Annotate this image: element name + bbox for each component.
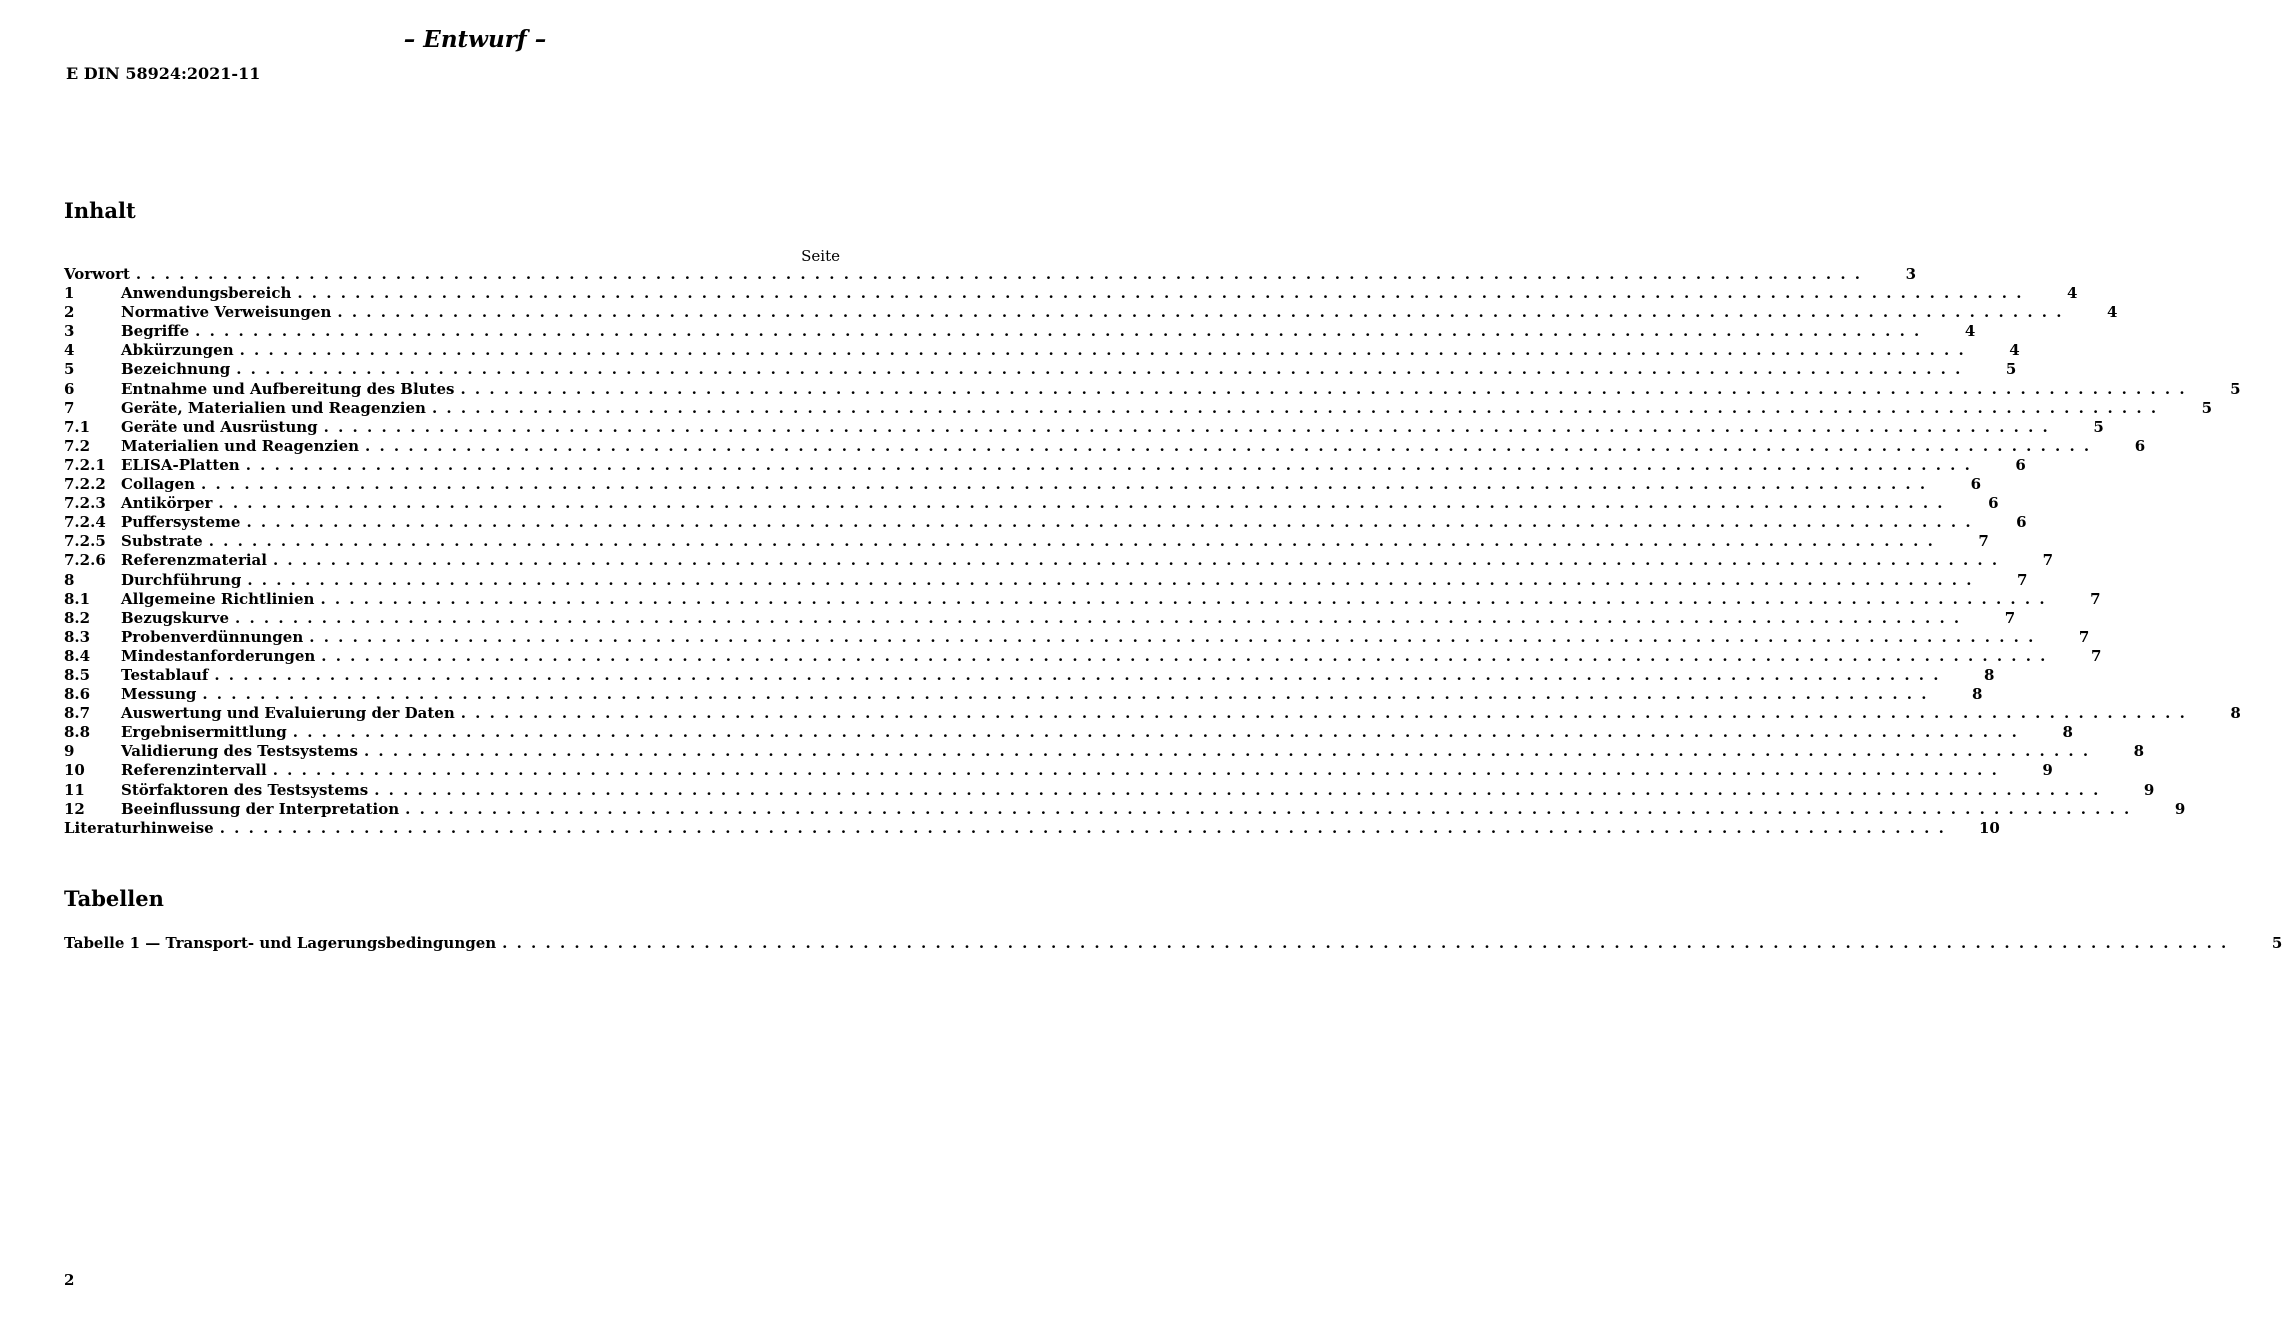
toc-entry-page: 9 (2042, 761, 2053, 780)
document-id: E DIN 58924:2021-11 (66, 64, 261, 83)
toc-entry-title: Referenzintervall (121, 761, 267, 780)
toc-entry-page: 9 (2174, 799, 2186, 818)
toc-entry-number: 7.2.5 (64, 532, 106, 551)
dot-leader: . . . . . . . . . . . . . . . . . . . . . . . . . . . . . . . . . . . . . . . . . . . . . . . . . . . . . . . . . . . . . . . . . . . . . . . . . . . . . . . . . . . . . . . . . . . . . . . . . . . . . . . . . . . . . . . . . . . . . . . . (460, 379, 2187, 398)
toc-entry-number: 7.2.1 (64, 455, 106, 474)
toc-entry-number: 7.2.3 (64, 494, 106, 513)
toc-entry-title: Puffersysteme (121, 513, 241, 532)
dot-leader: . . . . . . . . . . . . . . . . . . . . . . . . . . . . . . . . . . . . . . . . . . . . . . . . . . . . . . . . . . . . . . . . . . . . . . . . . . . . . . . . . . . . . . . . . . . . . . . . . . . . . . . . . . . . . . . . . . . . . . . . (195, 322, 1922, 341)
toc-entry-number: 7.2.6 (64, 551, 106, 570)
dot-leader: . . . . . . . . . . . . . . . . . . . . . . . . . . . . . . . . . . . . . . . . . . . . . . . . . . . . . . . . . . . . . . . . . . . . . . . . . . . . . . . . . . . . . . . . . . . . . . . . . . . . . . . . . . . . . . . . . . . . . . . . (297, 284, 2024, 303)
toc-entry-title: Bezugskurve (121, 608, 230, 627)
toc-entry-page: 6 (1988, 494, 1999, 513)
toc-entry-title: Durchführung (121, 570, 242, 589)
draft-label: – Entwurf – (403, 26, 547, 53)
toc-entry-page: 6 (1970, 475, 1982, 494)
toc-entry-number: 2 (64, 303, 75, 322)
toc-entry-number: 6 (64, 379, 75, 398)
toc-entry-title: Ergebnisermittlung (121, 723, 287, 742)
toc-entry-page: 9 (2143, 780, 2155, 799)
toc-entry-page: 6 (2134, 436, 2146, 455)
dot-leader: . . . . . . . . . . . . . . . . . . . . . . . . . . . . . . . . . . . . . . . . . . . . . . . . . . . . . . . . . . . . . . . . . . . . . . . . . . . . . . . . . . . . . . . . . . . . . . . . . . . . . . . . . . . . . . . . . . . . . . . . (374, 780, 2101, 799)
toc-entry[interactable] (64, 494, 1999, 513)
toc-entry-page: 7 (2090, 589, 2101, 608)
toc-entry-title: Substrate (121, 532, 203, 551)
toc-entry-page: 8 (2133, 742, 2145, 761)
toc-entry-number: 8.1 (64, 589, 91, 608)
toc-entry-title: Literaturhinweise (64, 818, 214, 837)
toc-entry-page: 8 (2230, 704, 2241, 723)
dot-leader: . . . . . . . . . . . . . . . . . . . . . . . . . . . . . . . . . . . . . . . . . . . . . . . . . . . . . . . . . . . . . . . . . . . . . . . . . . . . . . . . . . . . . . . . . . . . . . . . . . . . . . . . . . . . . . . . . . . . . . . . (247, 570, 1974, 589)
toc-entry-title: ELISA-Platten (121, 455, 240, 474)
toc-entry[interactable] (64, 436, 2146, 456)
toc-entry-page: 7 (2078, 627, 2090, 646)
toc-entry-title: Abkürzungen (121, 341, 234, 360)
toc-entry-page: 4 (2067, 284, 2078, 303)
toc-entry-number: 8 (64, 570, 75, 589)
dot-leader: . . . . . . . . . . . . . . . . . . . . . . . . . . . . . . . . . . . . . . . . . . . . . . . . . . . . . . . . . . . . . . . . . . . . . . . . . . . . . . . . . . . . . . . . . . . . . . . . . . . . . . . . . . . . . . . . . . . . . . . . (219, 818, 1946, 837)
toc-entry[interactable] (64, 513, 2027, 532)
toc-entry-title: Entnahme und Aufbereitung des Blutes (121, 379, 455, 398)
toc-entry-number: 8.5 (64, 665, 91, 684)
dot-leader: . . . . . . . . . . . . . . . . . . . . . . . . . . . . . . . . . . . . . . . . . . . . . . . . . . . . . . . . . . . . . . . . . . . . . . . . . . . . . . . . . . . . . . . . . . . . . . . . . . . . . . . . . . . . . . . . . . . . . . . . (323, 417, 2050, 436)
toc-entry[interactable] (64, 398, 2213, 418)
dot-leader: . . . . . . . . . . . . . . . . . . . . . . . . . . . . . . . . . . . . . . . . . . . . . . . . . . . . . . . . . . . . . . . . . . . . . . . . . . . . . . . . . . . . . . . . . . . . . . . . . . . . . . . . . . . . . . . . . . . . . . . . (272, 761, 1999, 780)
dot-leader: . . . . . . . . . . . . . . . . . . . . . . . . . . . . . . . . . . . . . . . . . . . . . . . . . . . . . . . . . . . . . . . . . . . . . . . . . . . . . . . . . . . . . . . . . . . . . . . . . . . . . . . . . . . . . . . . . . . . . . . . (431, 398, 2159, 417)
toc-entry-page: 7 (2090, 646, 2102, 665)
toc-entry-title: Auswertung und Evaluierung der Daten (121, 704, 455, 723)
toc-entry-page: 7 (2004, 608, 2016, 627)
toc-entry-page: 8 (1972, 685, 1983, 704)
toc-entry-title: Geräte, Materialien und Reagenzien (121, 398, 426, 417)
dot-leader: . . . . . . . . . . . . . . . . . . . . . . . . . . . . . . . . . . . . . . . . . . . . . . . . . . . . . . . . . . . . . . . . . . . . . . . . . . . . . . . . . . . . . . . . . . . . . . . . . . . . . . . . . . . . . . . . . . . . . . . . (246, 513, 1973, 532)
toc-entry[interactable] (64, 818, 2000, 838)
toc-entry[interactable] (64, 303, 2118, 322)
toc-entry-page: 10 (1978, 818, 2000, 837)
toc-entry[interactable] (64, 551, 2054, 570)
toc-entry[interactable] (64, 532, 1989, 551)
toc-entry-title: Begriffe (121, 322, 190, 341)
toc-entry[interactable] (64, 665, 1995, 685)
toc-entry-number: 4 (64, 341, 75, 360)
toc-entry[interactable] (64, 704, 2241, 723)
toc-entry-title: Probenverdünnungen (121, 627, 304, 646)
toc-entry-page: 8 (2062, 723, 2073, 742)
toc-entry-number: 7.2.4 (64, 513, 106, 532)
toc-entry-page: 6 (2016, 513, 2027, 532)
list-of-tables (64, 934, 2282, 953)
toc-entry-title: Antikörper (121, 494, 213, 513)
dot-leader: . . . . . . . . . . . . . . . . . . . . . . . . . . . . . . . . . . . . . . . . . . . . . . . . . . . . . . . . . . . . . . . . . . . . . . . . . . . . . . . . . . . . . . . . . . . . . . . . . . . . . . . . . . . . . . . . . . . . . . . . (321, 646, 2048, 665)
toc-entry-number: 7.1 (64, 417, 91, 436)
toc-entry-title: Beeinflussung der Interpretation (121, 799, 400, 818)
toc-entry-number: 8.8 (64, 723, 91, 742)
dot-leader: . . . . . . . . . . . . . . . . . . . . . . . . . . . . . . . . . . . . . . . . . . . . . . . . . . . . . . . . . . . . . . . . . . . . . . . . . . . . . . . . . . . . . . . . . . . . . . . . . . . . . . . . . . . . . . . . . . . . . . . . (201, 475, 1928, 494)
toc-entry-number: 8.4 (64, 646, 91, 665)
dot-leader: . . . . . . . . . . . . . . . . . . . . . . . . . . . . . . . . . . . . . . . . . . . . . . . . . . . . . . . . . . . . . . . . . . . . . . . . . . . . . . . . . . . . . . . . . . . . . . . . . . . . . . . . . . . . . . . . . . . . . . . . (236, 360, 1963, 379)
toc-entry[interactable] (64, 685, 1983, 704)
toc-entry-title: Mindestanforderungen (121, 646, 316, 665)
dot-leader: . . . . . . . . . . . . . . . . . . . . . . . . . . . . . . . . . . . . . . . . . . . . . . . . . . . . . . . . . . . . . . . . . . . . . . . . . . . . . . . . . . . . . . . . . . . . . . . . . . . . . . . . . . . . . . . . . . . . . . . . (292, 723, 2019, 742)
toc-entry-page: 5 (2201, 398, 2213, 417)
toc-entry-number: 7 (64, 398, 75, 417)
dot-leader: . . . . . . . . . . . . . . . . . . . . . . . . . . . . . . . . . . . . . . . . . . . . . . . . . . . . . . . . . . . . . . . . . . . . . . . . . . . . . . . . . . . . . . . . . . . . . . . . . . . . . . . . . . . . . . . . . . . . . . . . (405, 799, 2132, 818)
toc-entry[interactable] (64, 455, 2026, 475)
toc-entry[interactable] (64, 360, 2017, 379)
toc-entry-page: 7 (1978, 532, 1989, 551)
dot-leader: . . . . . . . . . . . . . . . . . . . . . . . . . . . . . . . . . . . . . . . . . . . . . . . . . . . . . . . . . . . . . . . . . . . . . . . . . . . . . . . . . . . . . . . . . . . . . . . . . . . . . . . . . . . . . . . . . . . . . . . . (502, 934, 2229, 952)
contents-heading: Inhalt (64, 198, 136, 223)
toc-entry-title: Anwendungsbereich (121, 284, 292, 303)
toc-entry-title: Störfaktoren des Testsystems (121, 780, 369, 799)
dot-leader: . . . . . . . . . . . . . . . . . . . . . . . . . . . . . . . . . . . . . . . . . . . . . . . . . . . . . . . . . . . . . . . . . . . . . . . . . . . . . . . . . . . . . . . . . . . . . . . . . . . . . . . . . . . . . . . . . . . . . . . . (135, 265, 1863, 283)
dot-leader: . . . . . . . . . . . . . . . . . . . . . . . . . . . . . . . . . . . . . . . . . . . . . . . . . . . . . . . . . . . . . . . . . . . . . . . . . . . . . . . . . . . . . . . . . . . . . . . . . . . . . . . . . . . . . . . . . . . . . . . . (309, 627, 2036, 646)
toc-entry-title: Vorwort (64, 265, 130, 283)
toc-entry[interactable] (64, 341, 2020, 360)
dot-leader: . . . . . . . . . . . . . . . . . . . . . . . . . . . . . . . . . . . . . . . . . . . . . . . . . . . . . . . . . . . . . . . . . . . . . . . . . . . . . . . . . . . . . . . . . . . . . . . . . . . . . . . . . . . . . . . . . . . . . . . . (460, 704, 2187, 723)
toc-entry-page: 5 (2230, 379, 2241, 398)
dot-leader: . . . . . . . . . . . . . . . . . . . . . . . . . . . . . . . . . . . . . . . . . . . . . . . . . . . . . . . . . . . . . . . . . . . . . . . . . . . . . . . . . . . . . . . . . . . . . . . . . . . . . . . . . . . . . . . . . . . . . . . . (320, 589, 2047, 608)
dot-leader: . . . . . . . . . . . . . . . . . . . . . . . . . . . . . . . . . . . . . . . . . . . . . . . . . . . . . . . . . . . . . . . . . . . . . . . . . . . . . . . . . . . . . . . . . . . . . . . . . . . . . . . . . . . . . . . . . . . . . . . . (245, 455, 1972, 474)
toc-entry-number: 9 (64, 742, 75, 761)
table-of-contents (64, 265, 2241, 838)
toc-entry-number: 1 (64, 284, 75, 303)
toc-entry-title: Referenzmaterial (121, 551, 267, 570)
dot-leader: . . . . . . . . . . . . . . . . . . . . . . . . . . . . . . . . . . . . . . . . . . . . . . . . . . . . . . . . . . . . . . . . . . . . . . . . . . . . . . . . . . . . . . . . . . . . . . . . . . . . . . . . . . . . . . . . . . . . . . . . (272, 551, 2000, 570)
dot-leader: . . . . . . . . . . . . . . . . . . . . . . . . . . . . . . . . . . . . . . . . . . . . . . . . . . . . . . . . . . . . . . . . . . . . . . . . . . . . . . . . . . . . . . . . . . . . . . . . . . . . . . . . . . . . . . . . . . . . . . . . (208, 532, 1935, 551)
toc-entry[interactable] (64, 589, 2101, 609)
table-list-entry[interactable] (64, 934, 2282, 953)
toc-entry[interactable] (64, 723, 2073, 742)
toc-entry[interactable] (64, 265, 1917, 284)
dot-leader: . . . . . . . . . . . . . . . . . . . . . . . . . . . . . . . . . . . . . . . . . . . . . . . . . . . . . . . . . . . . . . . . . . . . . . . . . . . . . . . . . . . . . . . . . . . . . . . . . . . . . . . . . . . . . . . . . . . . . . . . (365, 436, 2092, 455)
toc-entry[interactable] (64, 475, 1982, 494)
toc-entry-page: 4 (2107, 303, 2118, 322)
toc-entry-number: 8.6 (64, 685, 91, 704)
toc-entry-title: Bezeichnung (121, 360, 231, 379)
toc-entry-number: 8.2 (64, 608, 91, 627)
toc-entry-number: 8.7 (64, 704, 91, 723)
dot-leader: . . . . . . . . . . . . . . . . . . . . . . . . . . . . . . . . . . . . . . . . . . . . . . . . . . . . . . . . . . . . . . . . . . . . . . . . . . . . . . . . . . . . . . . . . . . . . . . . . . . . . . . . . . . . . . . . . . . . . . . . (235, 608, 1962, 627)
toc-entry[interactable] (64, 570, 2028, 590)
toc-entry-title: Tabelle 1 — Transport- und Lagerungsbedingungen (64, 934, 497, 952)
toc-entry-page: 7 (2017, 570, 2028, 589)
toc-entry-page: 8 (1984, 665, 1995, 684)
toc-entry-number: 3 (64, 322, 75, 341)
toc-entry-page: 4 (1964, 322, 1976, 341)
toc-entry-title: Messung (121, 685, 197, 704)
dot-leader: . . . . . . . . . . . . . . . . . . . . . . . . . . . . . . . . . . . . . . . . . . . . . . . . . . . . . . . . . . . . . . . . . . . . . . . . . . . . . . . . . . . . . . . . . . . . . . . . . . . . . . . . . . . . . . . . . . . . . . . . (214, 665, 1941, 684)
toc-entry-number: 7.2 (64, 436, 91, 455)
dot-leader: . . . . . . . . . . . . . . . . . . . . . . . . . . . . . . . . . . . . . . . . . . . . . . . . . . . . . . . . . . . . . . . . . . . . . . . . . . . . . . . . . . . . . . . . . . . . . . . . . . . . . . . . . . . . . . . . . . . . . . . . (239, 341, 1966, 360)
toc-entry[interactable] (64, 284, 2078, 303)
toc-entry[interactable] (64, 627, 2090, 647)
toc-entry-title: Collagen (121, 475, 195, 494)
toc-entry-page: 6 (2015, 455, 2026, 474)
toc-entry-page: 5 (2271, 934, 2282, 952)
toc-entry[interactable] (64, 646, 2102, 666)
toc-entry-page: 7 (2042, 551, 2054, 570)
dot-leader: . . . . . . . . . . . . . . . . . . . . . . . . . . . . . . . . . . . . . . . . . . . . . . . . . . . . . . . . . . . . . . . . . . . . . . . . . . . . . . . . . . . . . . . . . . . . . . . . . . . . . . . . . . . . . . . . . . . . . . . . (218, 494, 1945, 513)
toc-entry-title: Testablauf (121, 665, 209, 684)
toc-entry[interactable] (64, 608, 2016, 628)
toc-entry[interactable] (64, 761, 2053, 780)
toc-entry-page: 5 (2093, 417, 2104, 436)
toc-entry[interactable] (64, 799, 2186, 819)
toc-entry-title: Allgemeine Richtlinien (121, 589, 315, 608)
toc-entry-title: Normative Verweisungen (121, 303, 332, 322)
tables-heading: Tabellen (64, 886, 164, 911)
toc-entry-title: Materialien und Reagenzien (121, 436, 360, 455)
dot-leader: . . . . . . . . . . . . . . . . . . . . . . . . . . . . . . . . . . . . . . . . . . . . . . . . . . . . . . . . . . . . . . . . . . . . . . . . . . . . . . . . . . . . . . . . . . . . . . . . . . . . . . . . . . . . . . . . . . . . . . . . (363, 742, 2091, 761)
toc-entry-title: Validierung des Testsystems (121, 742, 358, 761)
dot-leader: . . . . . . . . . . . . . . . . . . . . . . . . . . . . . . . . . . . . . . . . . . . . . . . . . . . . . . . . . . . . . . . . . . . . . . . . . . . . . . . . . . . . . . . . . . . . . . . . . . . . . . . . . . . . . . . . . . . . . . . . (202, 685, 1929, 704)
dot-leader: . . . . . . . . . . . . . . . . . . . . . . . . . . . . . . . . . . . . . . . . . . . . . . . . . . . . . . . . . . . . . . . . . . . . . . . . . . . . . . . . . . . . . . . . . . . . . . . . . . . . . . . . . . . . . . . . . . . . . . . . (337, 303, 2064, 322)
toc-entry[interactable] (64, 417, 2104, 437)
toc-entry[interactable] (64, 379, 2241, 399)
toc-entry[interactable] (64, 742, 2145, 761)
toc-entry-number: 12 (64, 799, 85, 818)
toc-entry-number: 5 (64, 360, 75, 379)
toc-entry-number: 10 (64, 761, 85, 780)
toc-entry[interactable] (64, 322, 1976, 341)
toc-entry-number: 8.3 (64, 627, 91, 646)
toc-entry-page: 4 (2009, 341, 2020, 360)
page-column-label: Seite (801, 247, 840, 265)
toc-entry[interactable] (64, 780, 2155, 800)
toc-entry-page: 3 (1905, 265, 1917, 283)
toc-entry-title: Geräte und Ausrüstung (121, 417, 318, 436)
toc-entry-page: 5 (2005, 360, 2017, 379)
toc-entry-number: 7.2.2 (64, 475, 106, 494)
toc-entry-number: 11 (64, 780, 85, 799)
footer-page-number: 2 (64, 1271, 75, 1289)
